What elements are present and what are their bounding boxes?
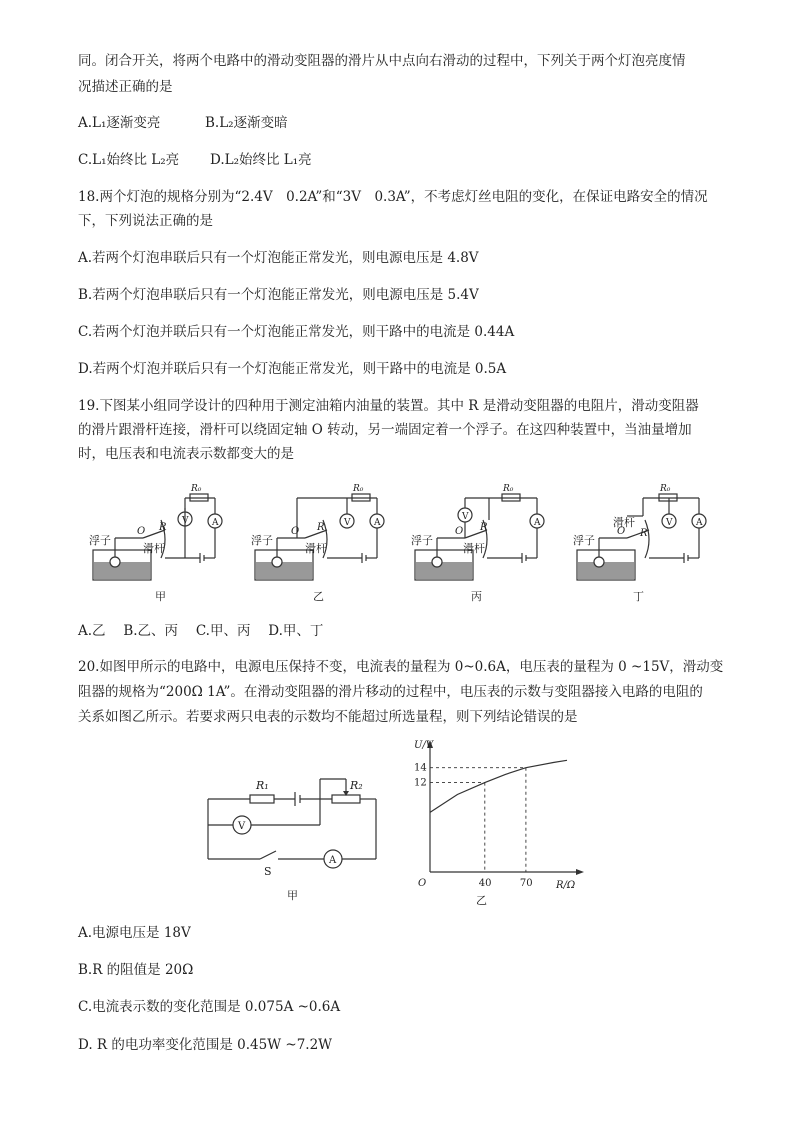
q19-oil-gauge-figures bbox=[85, 478, 715, 606]
q18-option-b: B.若两个灯泡串联后只有一个灯泡能正常发光，则电源电压是 5.4V bbox=[78, 287, 479, 303]
origin-label: O bbox=[418, 878, 427, 889]
q20-stem-line2: 阻器的规格为“200Ω 1A”。在滑动变阻器的滑片移动的过程中，电压表的示数与变阻器接入电路的电阻的 bbox=[78, 684, 703, 700]
q19-stem-line2: 的滑片跟滑杆连接，滑杆可以绕固定轴 O 转动，另一端固定着一个浮子。在这四种装置中，当油量增加 bbox=[78, 422, 692, 438]
q20-option-c: C.电流表示数的变化范围是 0.075A ~0.6A bbox=[78, 999, 341, 1015]
q19-jia-r0-label: R₀ bbox=[191, 484, 202, 494]
q20-circuit-caption: 甲 bbox=[287, 889, 298, 902]
q17-stem-line1: 同。闭合开关，将两个电路中的滑动变阻器的滑片从中点向右滑动的过程中，下列关于两个灯泡亮度情 bbox=[78, 53, 686, 69]
q19-ding-r0-label: R₀ bbox=[660, 484, 671, 494]
x-tick-70: 70 bbox=[519, 878, 533, 889]
y-tick-12: 12 bbox=[414, 777, 427, 789]
q20-switch-label: S bbox=[264, 865, 272, 878]
q19-ding-v-label: V bbox=[666, 518, 673, 528]
q19-bing-r0-label: R₀ bbox=[503, 484, 514, 494]
y-tick-14: 14 bbox=[414, 762, 427, 774]
q20-stem-line1: 20.如图甲所示的电路中，电源电压保持不变，电流表的量程为 0~0.6A，电压表的量程为 0 ~15V，滑动变 bbox=[78, 659, 724, 675]
q18-option-a: A.若两个灯泡串联后只有一个灯泡能正常发光，则电源电压是 4.8V bbox=[78, 250, 479, 266]
q19-jia-float-label: 浮子 bbox=[89, 534, 111, 547]
q20-circuit-diagram bbox=[200, 765, 385, 905]
q19-ding-rod-label: 滑杆 bbox=[613, 516, 635, 529]
q19-ding-a-label: A bbox=[696, 518, 703, 528]
q18-stem-line1: 18.两个灯泡的规格分别为“2.4V 0.2A”和“3V 0.3A”，不考虑灯丝电阻的变化，在保证电路安全的情况 bbox=[78, 189, 708, 205]
q20-r2-label: R₂ bbox=[350, 779, 363, 792]
q17-option-b: B.L₂逐渐变暗 bbox=[205, 115, 288, 131]
q19-bing-float-label: 浮子 bbox=[411, 534, 433, 547]
q19-jia-rod-label: 滑杆 bbox=[143, 542, 165, 555]
q20-option-a: A.电源电压是 18V bbox=[78, 925, 191, 941]
q19-jia-r-label: R bbox=[159, 522, 167, 533]
q19-bing-a-label: A bbox=[534, 518, 541, 528]
q19-figure-jia bbox=[93, 494, 222, 580]
q19-yi-r-label: R bbox=[317, 522, 325, 533]
q19-ding-float-label: 浮子 bbox=[573, 534, 595, 547]
q19-jia-a-label: A bbox=[212, 518, 219, 528]
y-axis-label: U/V bbox=[414, 740, 434, 751]
q20-r1-label: R₁ bbox=[256, 779, 269, 792]
x-axis-label: R/Ω bbox=[556, 880, 576, 891]
q19-yi-rod-label: 滑杆 bbox=[305, 542, 327, 555]
q17-option-a: A.L₁逐渐变亮 bbox=[78, 115, 161, 131]
q19-yi-a-label: A bbox=[374, 518, 381, 528]
q19-bing-v-label: V bbox=[462, 512, 469, 522]
q20-stem-line3: 关系如图乙所示。若要求两只电表的示数均不能超过所选量程，则下列结论错误的是 bbox=[78, 709, 578, 725]
q19-stem-line1: 19.下图某小组同学设计的四种用于测定油箱内油量的装置。其中 R 是滑动变阻器的电阻片，滑动变阻器 bbox=[78, 398, 699, 414]
q19-yi-float-label: 浮子 bbox=[251, 534, 273, 547]
q17-option-c: C.L₁始终比 L₂亮 bbox=[78, 152, 180, 168]
x-tick-40: 40 bbox=[478, 878, 492, 889]
q20-voltmeter-label: V bbox=[238, 821, 246, 832]
q19-caption-jia: 甲 bbox=[155, 590, 166, 603]
q20-ammeter-label: A bbox=[329, 855, 337, 866]
q19-options: A.乙 B.乙、丙 C.甲、丙 D.甲、丁 bbox=[78, 623, 324, 639]
graph-axes bbox=[430, 744, 578, 872]
q19-stem-line3: 时，电压表和电流表示数都变大的是 bbox=[78, 446, 294, 462]
q19-caption-yi: 乙 bbox=[313, 590, 324, 603]
q18-option-d: D.若两个灯泡并联后只有一个灯泡能正常发光，则干路中的电流是 0.5A bbox=[78, 361, 507, 377]
q17-stem-line2: 况描述正确的是 bbox=[78, 79, 173, 95]
q19-figure-yi bbox=[255, 494, 384, 580]
q19-bing-o-label: O bbox=[455, 526, 464, 537]
q19-figure-bing bbox=[415, 494, 544, 580]
q19-bing-rod-label: 滑杆 bbox=[463, 542, 485, 555]
q19-yi-o-label: O bbox=[291, 526, 300, 537]
q17-option-d: D.L₂始终比 L₁亮 bbox=[210, 152, 312, 168]
q19-yi-r0-label: R₀ bbox=[353, 484, 364, 494]
q20-option-d: D. R 的电功率变化范围是 0.45W ~7.2W bbox=[78, 1037, 333, 1053]
q18-option-c: C.若两个灯泡并联后只有一个灯泡能正常发光，则干路中的电流是 0.44A bbox=[78, 324, 515, 340]
q20-graph-caption: 乙 bbox=[476, 894, 487, 907]
q19-ding-o-label: O bbox=[617, 526, 626, 537]
q20-option-b: B.R 的阻值是 20Ω bbox=[78, 962, 194, 978]
q19-jia-v-label: V bbox=[182, 516, 189, 526]
q20-u-r-graph bbox=[410, 738, 590, 910]
q19-jia-o-label: O bbox=[137, 526, 146, 537]
q19-caption-ding: 丁 bbox=[633, 590, 644, 603]
q19-yi-v-label: V bbox=[344, 518, 351, 528]
q19-caption-bing: 丙 bbox=[471, 590, 482, 603]
q19-ding-r-label: R bbox=[640, 528, 648, 539]
q19-bing-r-label: R bbox=[480, 522, 488, 533]
q18-stem-line2: 下，下列说法正确的是 bbox=[78, 213, 213, 229]
